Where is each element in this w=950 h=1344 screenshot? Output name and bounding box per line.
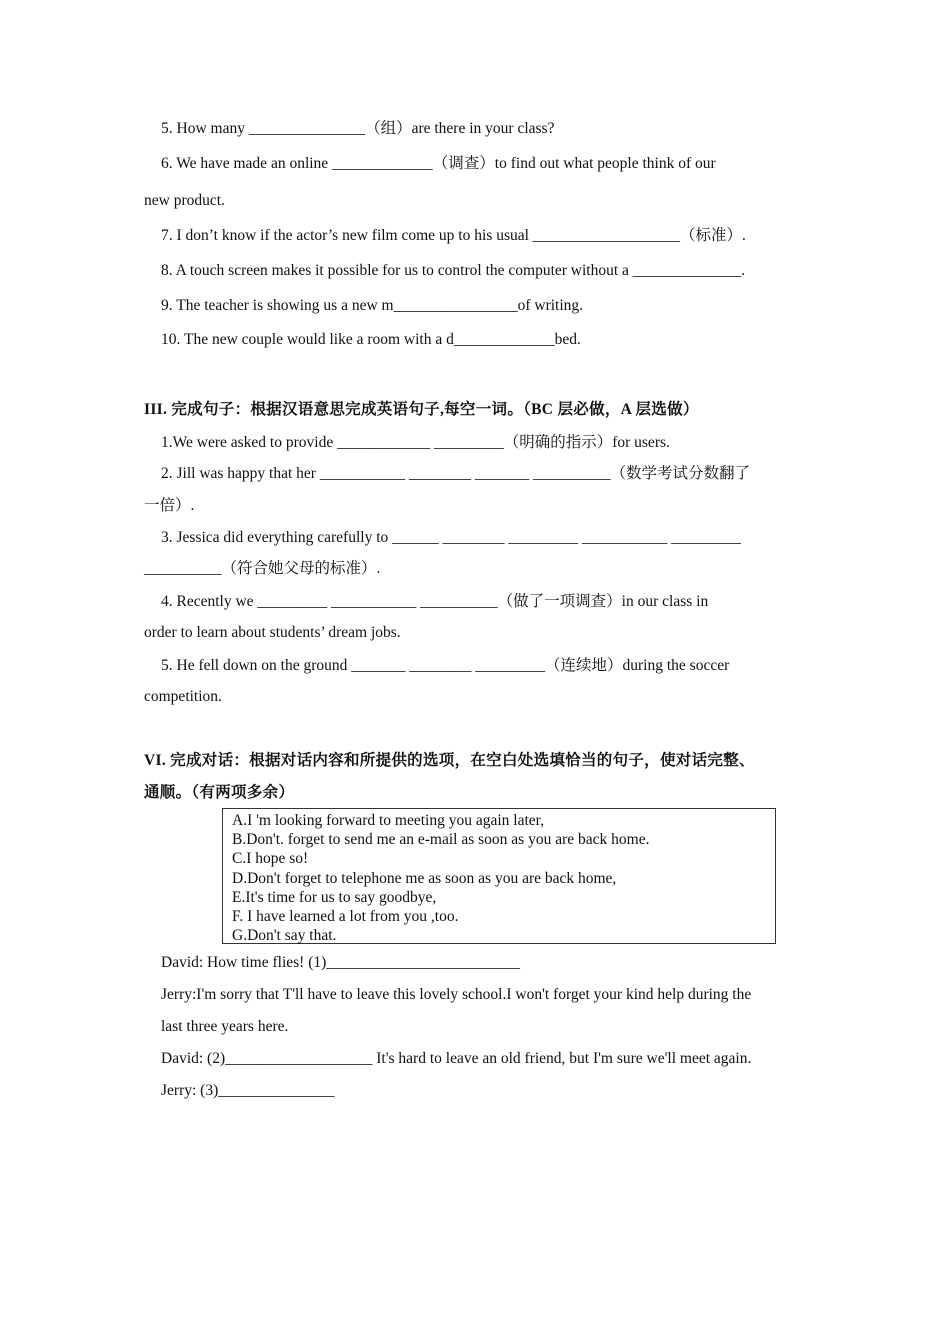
question-6: 6. We have made an online _____________（调查）to find out what people think of our [161,155,716,172]
sentence-2-continued: 一倍）. [144,497,195,514]
sentence-3: 3. Jessica did everything carefully to ______ ________ _________ ___________ _________ [161,529,741,546]
question-9: 9. The teacher is showing us a new m________________of writing. [161,297,584,314]
option-c: C.I hope so! [232,850,309,867]
sentence-4-continued: order to learn about students’ dream jobs. [144,624,401,641]
option-g: G.Don't say that. [232,927,337,944]
option-f: F. I have learned a lot from you ,too. [232,908,459,925]
sentence-4: 4. Recently we _________ ___________ __________（做了一项调查）in our class in [161,593,709,610]
dialogue-line-2: Jerry:I'm sorry that T'll have to leave this lovely school.I won't forget your kind help during the [161,986,752,1003]
section-3-heading: III. 完成句子：根据汉语意思完成英语句子,每空一词。（BC 层必做，A 层选做） [144,401,699,418]
option-d: D.Don't forget to telephone me as soon as you are back home, [232,870,617,887]
sentence-2: 2. Jill was happy that her ___________ ________ _______ __________（数学考试分数翻了 [161,465,750,482]
option-a: A.I 'm looking forward to meeting you again later, [232,812,545,829]
section-6-heading-continued: 通顺。（有两项多余） [144,784,295,801]
question-5: 5. How many _______________（组）are there in your class? [161,120,555,137]
question-8: 8. A touch screen makes it possible for us to control the computer without a ______________. [161,262,746,279]
sentence-5-continued: competition. [144,688,222,705]
options-box [222,808,776,944]
dialogue-line-4: Jerry: (3)_______________ [161,1082,335,1099]
section-6-heading: VI. 完成对话：根据对话内容和所提供的选项，在空白处选填恰当的句子，使对话完整、 [144,752,755,769]
sentence-3-continued: __________（符合她父母的标准）. [144,560,381,577]
dialogue-line-3: David: (2)___________________ It's hard to leave an old friend, but I'm sure we'll meet again. [161,1050,752,1067]
sentence-1: 1.We were asked to provide ____________ _________（明确的指示）for users. [161,434,670,451]
sentence-5: 5. He fell down on the ground _______ ________ _________（连续地）during the soccer [161,657,730,674]
dialogue-line-1: David: How time flies! (1)_________________________ [161,954,521,971]
question-7: 7. I don’t know if the actor’s new film come up to his usual ___________________（标准）. [161,227,746,244]
option-b: B.Don't. forget to send me an e-mail as soon as you are back home. [232,831,650,848]
option-e: E.It's time for us to say goodbye, [232,889,437,906]
question-6-continued: new product. [144,192,225,209]
question-10: 10. The new couple would like a room with a d_____________bed. [161,331,581,348]
dialogue-line-2-continued: last three years here. [161,1018,289,1035]
